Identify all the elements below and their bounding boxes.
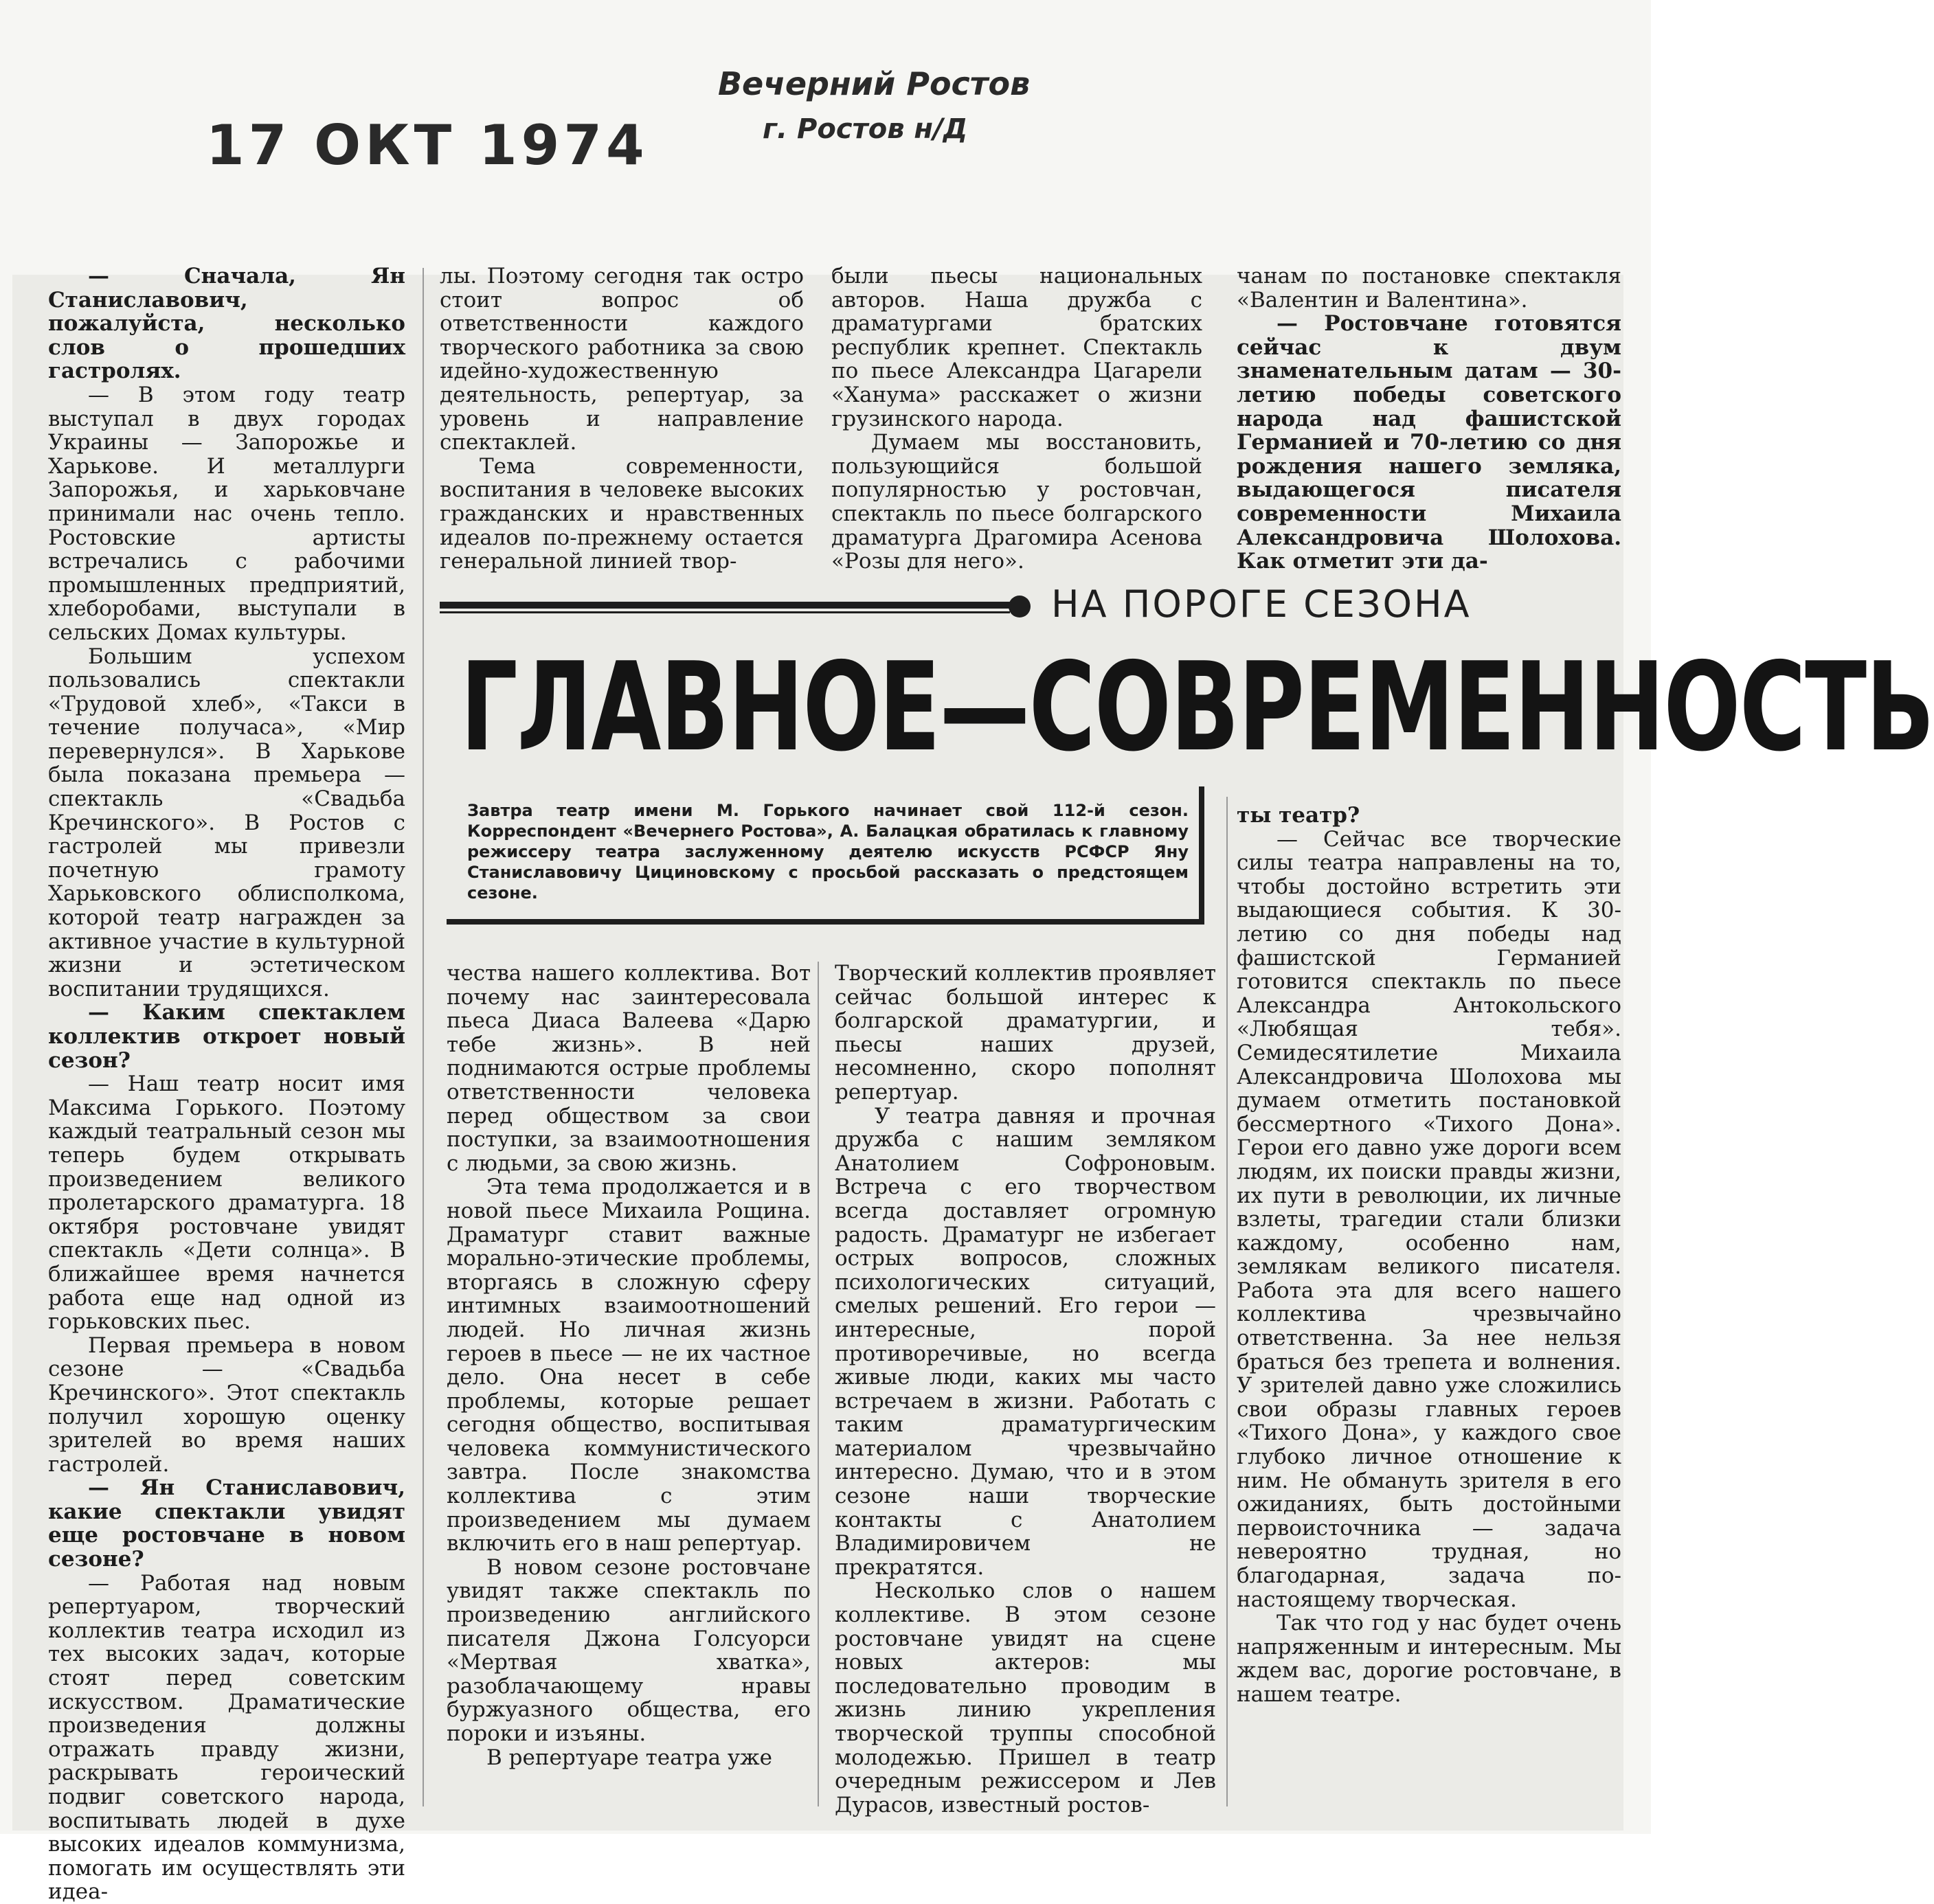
article-paragraph: Большим успехом пользовались спектакли «Трудовой хлеб», «Такси в течение получаса», «Мир перевернулся». В Харькове была показана премьера — спектакль «Свадьба Кречинского». В Ростов с гастролей мы привезли почетную грамоту Харьковского облисполкома, которой театр награжден за активное участие в культурной жизни и эстетическом воспитании трудящихся. [48,644,405,1001]
column-divider [423,268,424,1806]
headline: ГЛАВНОЕ—СОВРЕМЕННОСТЬ [460,636,1934,778]
article-paragraph: — Наш театр носит имя Максима Горького. Поэтому каждый театральный сезон мы теперь будем открывать произведением великого пролетарского драматурга. 18 октября ростовчане увидят спектакль «Дети солнца». В ближайшее время начнется работа еще над одной из горьковских пьес. [48,1072,405,1335]
lead-frame-bottom [447,919,1204,925]
article-column-4-top [1237,264,1621,574]
article-paragraph: Тема современности, воспитания в человеке высоких гражданских и нравственных идеалов по-прежнему остается генеральной линией твор- [440,453,804,574]
article-column-2-bottom [447,962,811,1806]
column-divider [818,962,819,1806]
interview-question: ты театр? [1237,803,1360,828]
article-paragraph: Эта тема продолжается и в новой пьесе Михаила Рощина. Драматург ставит важные морально-этические проблемы, вторгаясь в сложную сферу интимных взаимоотношений людей. Но личная жизнь героев в пьесе — не их частное дело. Она несет в себе проблемы, которые решает сегодня общество, воспитывая человека коммунистического завтра. После знакомства коллектива с этим произведением мы думаем включить его в наш репертуар. [447,1175,811,1556]
newspaper-name-stamp: Вечерний Ростов [718,65,1031,102]
article-column-2-top [440,264,804,574]
article-paragraph: чества нашего коллектива. Вот почему нас заинтересовала пьеса Диаса Валеева «Дарю тебе жизнь». В ней поднимаются острые проблемы ответственности человека перед обществом за свои поступки, за взаимоотношения с людьми, за свою жизнь. [447,961,811,1176]
article-paragraph: У театра давняя и прочная дружба с нашим земляком Анатолием Софроновым. Встреча с его творчеством всегда доставляет огромную радость. Драматург не избегает острых вопросов, сложных психологических ситуаций, смелых решений. Его герои — интересные, порой противоречивые, но всегда живые люди, каких мы часто встречаем в жизни. Работать с таким драматургическим материалом чрезвычайно интересно. Думаю, что и в этом сезоне наши творческие контакты с Анатолием Владимировичем не прекратятся. [835,1103,1216,1580]
article-paragraph: Первая премьера в новом сезоне — «Свадьба Кречинского». Этот спектакль получил хорошую оценку зрителей во время наших гастролей. [48,1333,405,1477]
rubric-title: НА ПОРОГЕ СЕЗОНА [1051,582,1472,626]
interview-question: — Ян Станиславович, какие спектакли увидят еще ростовчане в новом сезоне? [48,1475,405,1572]
article-paragraph: были пьесы национальных авторов. Наша дружба с драматургами братских республик крепнет. Спектакль по пьесе Александра Цагарели «Ханума» расскажет о жизни грузинского народа. [831,264,1202,431]
article-paragraph: Думаем мы восстановить, пользующийся большой популярностью у ростовчан, спектакль по пьесе болгарского драматурга Драгомира Асенова «Розы для него». [831,430,1202,574]
article-paragraph: — Сейчас все творческие силы театра направлены на то, чтобы достойно встретить эти выдающиеся события. К 30-летию со дня победы над фашистской Германией готовится спектакль по пьесе Александра Антокольского «Любящая тебя». Семидесятилетие Михаила Александровича Шолохова мы думаем отметить постановкой бессмертного «Тихого Дона». Герои его давно уже дороги всем людям, их поиски правды жизни, их пути в революции, их личные взлеты, трагедии стали близки каждому, особенно нам, землякам великого писателя. Работа эта для всего нашего коллектива чрезвычайно ответственна. За нее нельзя браться без трепета и волнения. У зрителей давно уже сложились свои образы главных героев «Тихого Дона», у каждого свое глубоко личное отношение к ним. Не обмануть зрителя в его ожиданиях, быть достойными первоисточника — задача невероятно трудная, но благодарная, задача по-настоящему творческая. [1237,826,1621,1612]
article-paragraph: — Работая над новым репертуаром, творческий коллектив театра исходил из тех высоких задач, которые стоят перед советским искусством. Драматические произведения должны отражать правду жизни, раскрывать героический подвиг советского народа, воспитывать людей в духе высоких идеалов коммунизма, помогать им осуществлять эти идеа- [48,1570,405,1904]
rubric-bullet-icon [1009,596,1031,617]
article-paragraph: чанам по постановке спектакля «Валентин и Валентина». [1237,264,1621,313]
column-divider [1226,797,1228,1806]
article-paragraph: Творческий коллектив проявляет сейчас большой интерес к болгарской драматургии, и пьесы наших друзей, несомненно, скоро пополнят репертуар. [835,961,1216,1104]
article-column-3-bottom [835,961,1216,1817]
article-paragraph: Несколько слов о нашем коллективе. В этом сезоне ростовчане увидят на сцене новых актеров: мы последовательно проводим в жизнь линию укрепления творческой труппы способной молодежью. Пришел в театр очередным режиссером и Лев Дурасов, известный ростов- [835,1578,1216,1817]
interview-question: — Ростовчане готовятся сейчас к двум знаменательным датам — 30-летию победы советского народа над фашистской Германией и 70-летию со дня рождения нашего земляка, выдающегося писателя современности Михаила Александровича Шолохова. Как отметит эти да- [1237,311,1621,574]
article-column-4-bottom [1237,804,1621,1806]
article-paragraph: В новом сезоне ростовчане увидят также спектакль по произведению английского писателя Джона Голсуорси «Мертвая хватка», разоблачающему нравы буржуазного общества, его пороки и изъяны. [447,1554,811,1746]
article-column-1 [48,264,405,1904]
rubric-rule [440,602,1010,609]
interview-question: — Каким спектаклем коллектив откроет новый сезон? [48,1000,405,1073]
newspaper-city-stamp: г. Ростов н/Д [763,113,968,145]
article-column-3-top [831,264,1202,574]
rubric-rule-thin [440,611,1010,613]
article-paragraph: В репертуаре театра уже [486,1745,773,1770]
lead-paragraph: Завтра театр имени М. Горького начинает свой 112-й сезон. Корреспондент «Вечернего Ростова», А. Балацкая обратилась к главному режиссеру театра заслуженному деятелю искусств РСФСР Яну Станиславовичу Цициновскому с просьбой рассказать о предстоящем сезоне. [467,801,1189,903]
article-paragraph: лы. Поэтому сегодня так остро стоит вопрос об ответственности каждого творческого работника за свою идейно-художественную деятельность, репертуар, за уровень и направление спектаклей. [440,264,804,455]
date-stamp: 17 ОКТ 1974 [206,113,649,177]
lead-frame-right [1199,786,1204,924]
article-paragraph: Так что год у нас будет очень напряженным и интересным. Мы ждем вас, дорогие ростовчане, в нашем театре. [1237,1611,1621,1707]
interview-question: — Сначала, Ян Станиславович, пожалуйста, несколько слов о прошедших гастролях. [48,264,405,384]
article-paragraph: — В этом году театр выступал в двух городах Украины — Запорожье и Харькове. И металлурги Запорожья, и харьковчане принимали нас очень тепло. Ростовские артисты встречались с рабочими промышленных предприятий, хлеборобами, выступали в сельских Домах культуры. [48,382,405,645]
